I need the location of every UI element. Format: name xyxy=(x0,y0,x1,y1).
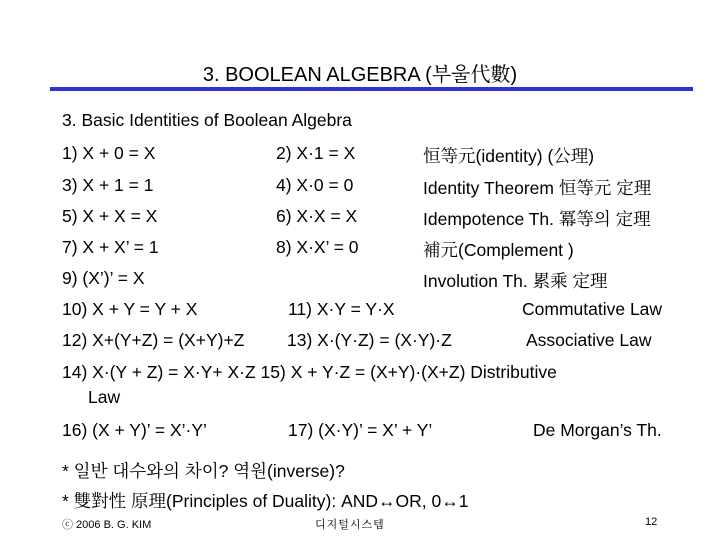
identity-17: 17) (X·Y)’ = X’ + Y’ xyxy=(288,420,433,440)
identity-9: 9) (X’)’ = X xyxy=(62,268,145,288)
identity-7-note: 補元(Complement ) xyxy=(423,240,574,260)
identity-12: 12) X+(Y+Z) = (X+Y)+Z xyxy=(62,330,245,350)
identity-6: 6) X·X = X xyxy=(276,206,358,226)
identity-3-note: Identity Theorem 恒等元 定理 xyxy=(423,178,652,198)
slide-title: 3. BOOLEAN ALGEBRA (부울代數) xyxy=(202,64,518,86)
commutative-law: Commutative Law xyxy=(522,299,663,319)
section-heading: 3. Basic Identities of Boolean Algebra xyxy=(62,110,352,130)
identity-16: 16) (X + Y)’ = X’·Y’ xyxy=(62,420,207,440)
identity-10: 10) X + Y = Y + X xyxy=(62,299,198,319)
footer-copyright: ⓒ 2006 B. G. KIM xyxy=(62,519,152,531)
identity-1-note: 恒等元(identity) (公理) xyxy=(423,146,595,166)
identity-4: 4) X·0 = 0 xyxy=(276,175,354,195)
identity-8: 8) X·X’ = 0 xyxy=(276,237,359,257)
footer-course: 디지털시스템 xyxy=(315,519,385,531)
identity-7: 7) X + X’ = 1 xyxy=(62,237,159,257)
note-inverse: * 일반 대수와의 차이? 역원(inverse)? xyxy=(62,461,345,481)
identity-11: 11) X·Y = Y·X xyxy=(288,299,395,319)
note-duality: * 雙對性 原理(Principles of Duality): AND↔OR, 0↔1 xyxy=(62,491,469,511)
identity-5-note: Idempotence Th. 冪等의 定理 xyxy=(423,209,651,229)
identity-13: 13) X·(Y·Z) = (X·Y)·Z xyxy=(287,330,452,350)
identity-2: 2) X·1 = X xyxy=(276,143,356,163)
associative-law: Associative Law xyxy=(526,330,652,350)
page-number: 12 xyxy=(645,516,658,528)
title-underline xyxy=(50,87,693,91)
identity-1: 1) X + 0 = X xyxy=(62,143,156,163)
identity-5: 5) X + X = X xyxy=(62,206,158,226)
distributive-law-cont: Law xyxy=(88,387,121,407)
identity-14-15: 14) X·(Y + Z) = X·Y+ X·Z 15) X + Y·Z = (X+Y)·(X+Z) Distributive xyxy=(62,362,557,382)
identity-9-note: Involution Th. 累乘 定理 xyxy=(423,271,608,291)
identity-3: 3) X + 1 = 1 xyxy=(62,175,154,195)
de-morgan-theorem: De Morgan’s Th. xyxy=(533,420,662,440)
